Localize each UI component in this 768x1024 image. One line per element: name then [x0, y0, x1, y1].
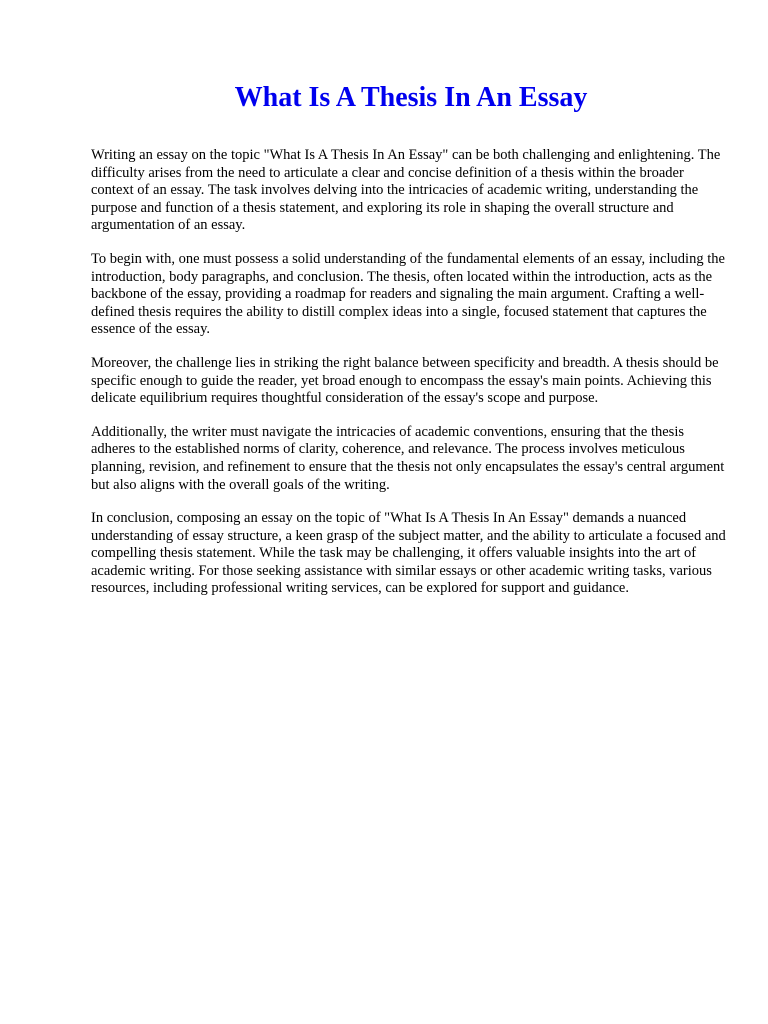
- page-title: What Is A Thesis In An Essay: [234, 82, 588, 113]
- paragraph-conventions: Additionally, the writer must navigate the intricacies of academic conventions, ensuring that the thesis adheres to the established norms of clarity, coherence, and relevance. The process involves meticulous planning, revision, and refinement to ensure that the thesis not only encapsulates the essay's central argument but also aligns with the overall goals of the writing.: [91, 423, 725, 493]
- essay-body: [91, 147, 727, 614]
- paragraph-conclusion: In conclusion, composing an essay on the topic of "What Is A Thesis In An Essay" demands a nuanced understanding of essay structure, a keen grasp of the subject matter, and the ability to articulate a focused and compelling thesis statement. While the task may be challenging, it offers valuable insights into the art of academic writing. For those seeking assistance with similar essays or other academic writing tasks, various resources, including professional writing services, can be explored for support and guidance.: [91, 510, 726, 597]
- paragraph-intro: Writing an essay on the topic "What Is A Thesis In An Essay" can be both challenging and enlightening. The difficulty arises from the need to articulate a clear and concise definition of a thesis within the broader context of an essay. The task involves delving into the intricacies of academic writing, understanding the purpose and function of a thesis statement, and exploring its role in shaping the overall structure and argumentation of an essay.: [91, 147, 721, 234]
- paragraph-balance: Moreover, the challenge lies in striking the right balance between specificity and breadth. A thesis should be specific enough to guide the reader, yet broad enough to encompass the essay's main points. Achieving this delicate equilibrium requires thoughtful consideration of the essay's scope and purpose.: [91, 354, 719, 407]
- paragraph-elements: To begin with, one must possess a solid understanding of the fundamental elements of an essay, including the introduction, body paragraphs, and conclusion. The thesis, often located within the introduction, acts as the backbone of the essay, providing a roadmap for readers and signaling the main argument. Crafting a well-defined thesis requires the ability to distill complex ideas into a single, focused statement that captures the essence of the essay.: [91, 250, 725, 338]
